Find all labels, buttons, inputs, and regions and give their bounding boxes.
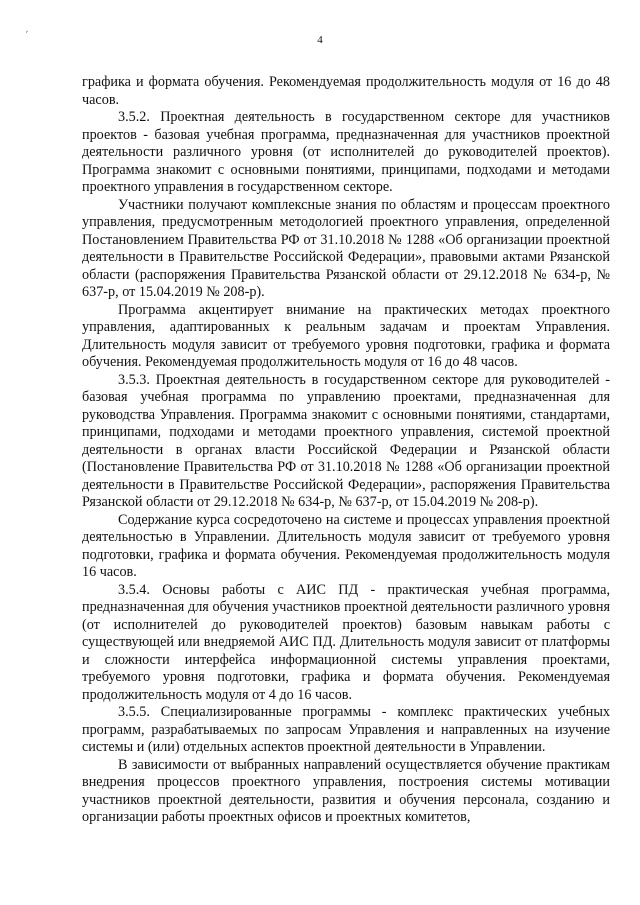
document-body — [82, 74, 610, 827]
paragraph-participants: Участники получают комплексные знания по областям и процессам проектного управления, предусмотренным методологией проектного управления, определенной Постановлением Правительства РФ от 31.10.2018 № 1288 «Об организации проектной деятельности в Правительстве Российской Федерации», правовыми актами Рязанской области (распоряжения Правительства Рязанской области от 29.12.2018 № 634-р, № 637-р, от 15.04.2019 № 208-р). — [82, 196, 610, 300]
paragraph-continuation: графика и формата обучения. Рекомендуемая продолжительность модуля от 16 до 48 часов. — [82, 74, 610, 108]
paragraph-3-5-5: 3.5.5. Специализированные программы - комплекс практических учебных программ, разрабатываемых по запросам Управления и направленных на изучение системы и (или) отдельных аспектов проектной деятельности в Управлении. — [82, 704, 610, 755]
paragraph-3-5-2: 3.5.2. Проектная деятельность в государственном секторе для участников проектов - базовая учебная программа, предназначенная для участников проектной деятельности различного уровня (от исполнителей до руководителей проектов). Программа знакомит с основными понятиями, принципами, подходами и методами проектного управления в государственном секторе. — [82, 109, 610, 195]
paragraph-program-focus: Программа акцентирует внимание на практических методах проектного управления, адаптированных к реальным задачам и проектам Управления. Длительность модуля зависит от требуемого уровня подготовки, графика и формата обучения. Рекомендуемая продолжительность модуля от 16 до 48 часов. — [82, 301, 610, 370]
paragraph-3-5-4: 3.5.4. Основы работы с АИС ПД - практическая учебная программа, предназначенная для обучения участников проектной деятельности различного уровня (от исполнителей до руководителей проектов) базовым навыкам работы с существующей или внедряемой АИС ПД. Длительность модуля зависит от платформы и сложности интерфейса информационной системы управления проектами, требуемого уровня подготовки, графика и формата обучения. Рекомендуемая продолжительность модуля от 4 до 16 часов. — [82, 581, 610, 703]
paragraph-course-content: Содержание курса сосредоточено на системе и процессах управления проектной деятельностью в Управлении. Длительность модуля зависит от требуемого уровня подготовки, графика и формата обучения. Рекомендуемая продолжительность модуля 16 часов. — [82, 511, 610, 580]
paragraph-directions: В зависимости от выбранных направлений осуществляется обучение практикам внедрения процессов проектного управления, построения системы мотивации участников проектной деятельности, развития и обучения персонала, созданию и организации работы проектных офисов и проектных комитетов, — [82, 756, 610, 825]
paragraph-3-5-3: 3.5.3. Проектная деятельность в государственном секторе для руководителей - базовая учебная программа по управлению проектами, предназначенная для руководства Управления. Программа знакомит с основными понятиями, стандартами, принципами, подходами и методами проектного управления, системой проектной деятельности в органах власти Российской Федерации и Рязанской области (Постановление Правительства РФ от 31.10.2018 № 1288 «Об организации проектной деятельности в Правительстве Российской Федерации», распоряжения Правительства Рязанской области от 29.12.2018 № 634-р, № 637-р, от 15.04.2019 № 208-р). — [82, 371, 610, 510]
page-number: 4 — [317, 34, 323, 46]
margin-mark: ʹ — [26, 29, 28, 39]
